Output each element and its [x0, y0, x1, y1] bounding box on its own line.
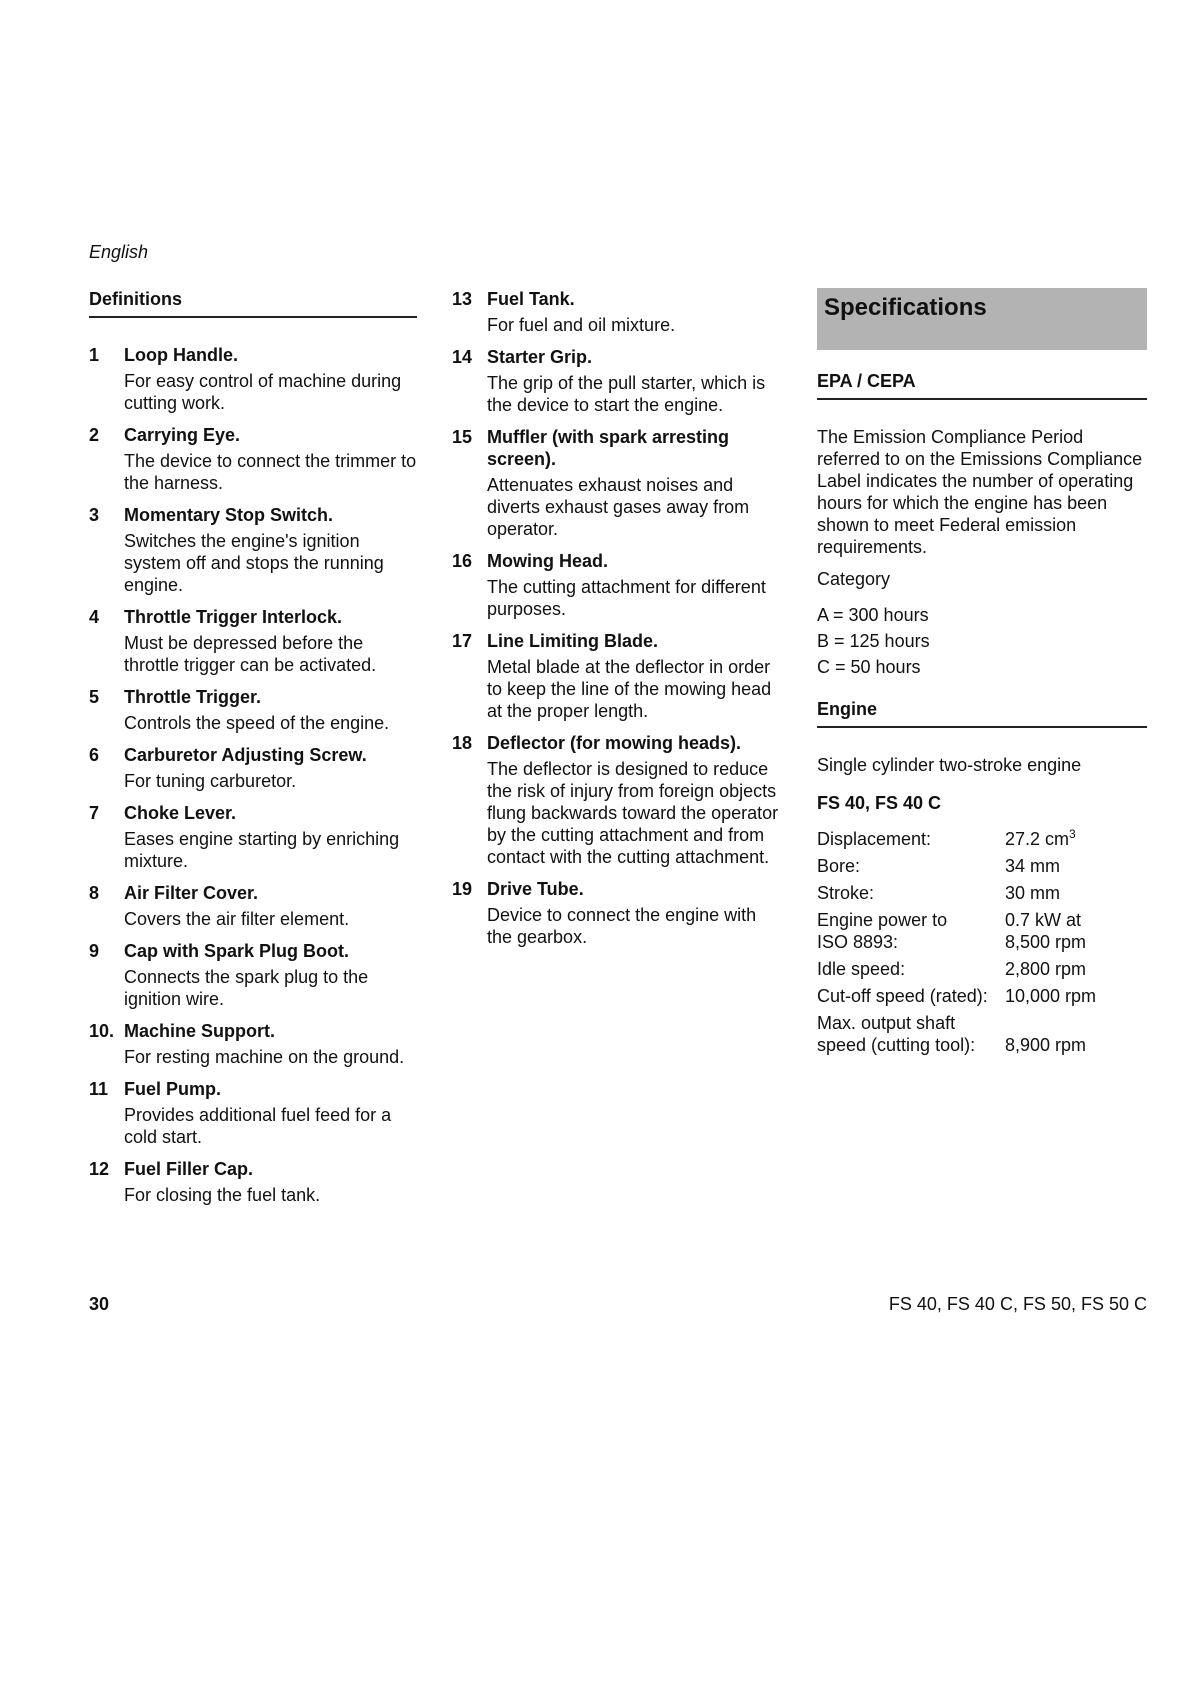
definition-body [124, 504, 417, 596]
definition-item [89, 344, 417, 414]
definition-item [89, 686, 417, 734]
engine-type: Single cylinder two-stroke engine [817, 755, 1082, 775]
emission-compliance-text: The Emission Compliance Period referred to on the Emissions Compliance Label indicates the number of operating hours for which the engine has been shown to meet Federal emission requirements. [817, 427, 1143, 557]
engine-heading: Engine [817, 698, 1147, 728]
definition-title: Machine Support. [124, 1021, 276, 1041]
definition-title: Fuel Filler Cap. [124, 1159, 254, 1179]
definition-title: Carrying Eye. [124, 425, 241, 445]
definition-number: 1 [89, 345, 100, 365]
spec-label: Cut-off speed (rated): [817, 986, 988, 1006]
table-row [817, 909, 1096, 958]
definition-item [89, 882, 417, 930]
definition-number: 13 [452, 289, 473, 309]
definition-item [89, 424, 417, 494]
definition-item [89, 744, 417, 792]
spec-value: 0.7 kW at 8,500 rpm [1005, 910, 1087, 952]
definition-description: The cutting attachment for different purposes. [487, 577, 766, 619]
category-line: B = 125 hours [817, 631, 930, 651]
definition-description: Device to connect the engine with the gearbox. [487, 905, 757, 947]
table-row [817, 1012, 1096, 1061]
definition-description: For tuning carburetor. [124, 771, 297, 791]
definition-item [89, 802, 417, 872]
definition-number: 5 [89, 687, 100, 707]
definition-number: 4 [89, 607, 100, 627]
definition-body [487, 550, 782, 620]
specifications-heading: Specifications [817, 288, 1147, 350]
definition-description: Attenuates exhaust noises and diverts exhaust gases away from operator. [487, 475, 750, 539]
definition-body [124, 1158, 417, 1206]
spec-label: Bore: [817, 856, 861, 876]
table-row [817, 985, 1096, 1012]
definition-title: Starter Grip. [487, 347, 593, 367]
definition-description: The grip of the pull starter, which is the device to start the engine. [487, 373, 766, 415]
definition-body [487, 732, 782, 868]
definitions-column-2 [452, 288, 782, 958]
spec-value: 10,000 rpm [1005, 986, 1097, 1006]
definition-item [89, 940, 417, 1010]
definition-number: 2 [89, 425, 100, 445]
category-line: A = 300 hours [817, 605, 929, 625]
definition-body [124, 802, 417, 872]
definition-title: Throttle Trigger Interlock. [124, 607, 343, 627]
definition-body [487, 426, 782, 540]
definition-body [124, 424, 417, 494]
definition-item [452, 426, 782, 540]
definition-number: 19 [452, 879, 473, 899]
definition-body [124, 606, 417, 676]
definition-title: Loop Handle. [124, 345, 238, 365]
definition-title: Line Limiting Blade. [487, 631, 659, 651]
definition-title: Cap with Spark Plug Boot. [124, 941, 350, 961]
spec-value: 27.2 $cm^3$ [1005, 827, 1076, 849]
definition-number: 3 [89, 505, 100, 525]
definition-number: 15 [452, 427, 473, 447]
definition-body [124, 744, 417, 792]
definition-number: 8 [89, 883, 100, 903]
spec-label: Stroke: [817, 883, 875, 903]
definition-body [124, 1078, 417, 1148]
definition-body [487, 346, 782, 416]
definition-description: Covers the air filter element. [124, 909, 350, 929]
page-language-label: English [89, 242, 149, 262]
table-row [817, 855, 1096, 882]
definition-body [124, 882, 417, 930]
definition-description: For easy control of machine during cutting work. [124, 371, 402, 413]
spec-label: Displacement: [817, 829, 932, 849]
spec-label: Engine power to ISO 8893: [817, 910, 948, 952]
definition-title: Fuel Pump. [124, 1079, 222, 1099]
table-row [817, 882, 1096, 909]
definition-number: 16 [452, 551, 473, 571]
definition-number: 14 [452, 347, 473, 367]
spec-label: Max. output shaft speed (cutting tool): [817, 1013, 976, 1055]
definition-item [89, 1020, 417, 1068]
definition-description: Eases engine starting by enriching mixture. [124, 829, 400, 871]
definition-number: 18 [452, 733, 473, 753]
definition-description: Metal blade at the deflector in order to keep the line of the mowing head at the proper length. [487, 657, 772, 721]
definition-description: Must be depressed before the throttle trigger can be activated. [124, 633, 377, 675]
definition-number: 17 [452, 631, 473, 651]
definition-number: 6 [89, 745, 100, 765]
definition-item [89, 1158, 417, 1206]
spec-value: 34 mm [1005, 856, 1061, 876]
definition-title: Air Filter Cover. [124, 883, 259, 903]
definition-item [89, 606, 417, 676]
definition-body [124, 1020, 417, 1068]
definitions-list-1 [89, 344, 417, 1206]
definition-title: Mowing Head. [487, 551, 608, 571]
category-label: Category [817, 569, 891, 589]
definition-title: Throttle Trigger. [124, 687, 262, 707]
definitions-list-2 [452, 288, 782, 948]
definition-item [452, 288, 782, 336]
definition-description: The deflector is designed to reduce the risk of injury from foreign objects flung backwards toward the operator by the cutting attachment and from contact with the cutting attachment. [487, 759, 779, 867]
page-number: 30 [89, 1294, 110, 1314]
definition-body [124, 686, 417, 734]
definition-title: Carburetor Adjusting Screw. [124, 745, 367, 765]
specifications-column [817, 288, 1147, 1061]
spec-value: 8,900 rpm [1005, 1035, 1087, 1055]
definition-title: Choke Lever. [124, 803, 237, 823]
definitions-heading: Definitions [89, 288, 417, 318]
definition-item [452, 732, 782, 868]
epa-cepa-heading: EPA / CEPA [817, 370, 1147, 400]
definition-description: Provides additional fuel feed for a cold start. [124, 1105, 392, 1147]
definition-title: Drive Tube. [487, 879, 584, 899]
definition-body [487, 288, 782, 336]
definition-description: For fuel and oil mixture. [487, 315, 676, 335]
spec-value: 30 mm [1005, 883, 1061, 903]
definition-item [452, 550, 782, 620]
definition-title: Fuel Tank. [487, 289, 575, 309]
definition-number: 9 [89, 941, 100, 961]
engine-spec-table [817, 828, 1096, 1061]
definition-body [487, 878, 782, 948]
definition-title: Deflector (for mowing heads). [487, 733, 742, 753]
definition-body [124, 344, 417, 414]
definition-description: Connects the spark plug to the ignition wire. [124, 967, 369, 1009]
footer-models: FS 40, FS 40 C, FS 50, FS 50 C [888, 1294, 1147, 1314]
definition-number: 7 [89, 803, 100, 823]
definition-number: 10. [89, 1021, 115, 1041]
definition-description: Switches the engine's ignition system off and stops the running engine. [124, 531, 384, 595]
definition-item [452, 346, 782, 416]
definition-title: Momentary Stop Switch. [124, 505, 334, 525]
definition-description: For resting machine on the ground. [124, 1047, 405, 1067]
spec-value: 2,800 rpm [1005, 959, 1087, 979]
category-line: C = 50 hours [817, 657, 921, 677]
definition-item [452, 630, 782, 722]
definition-item [89, 1078, 417, 1148]
definition-description: The device to connect the trimmer to the harness. [124, 451, 417, 493]
definitions-column-1 [89, 288, 417, 1216]
definition-description: For closing the fuel tank. [124, 1185, 321, 1205]
spec-label: Idle speed: [817, 959, 906, 979]
definition-body [124, 940, 417, 1010]
definition-number: 11 [89, 1079, 109, 1099]
definition-item [89, 504, 417, 596]
table-row [817, 958, 1096, 985]
definition-description: Controls the speed of the engine. [124, 713, 390, 733]
definition-body [487, 630, 782, 722]
table-row [817, 828, 1096, 855]
model-heading: FS 40, FS 40 C [817, 793, 942, 813]
definition-title: Muffler (with spark arresting screen). [487, 427, 730, 469]
definition-item [452, 878, 782, 948]
definition-number: 12 [89, 1159, 110, 1179]
